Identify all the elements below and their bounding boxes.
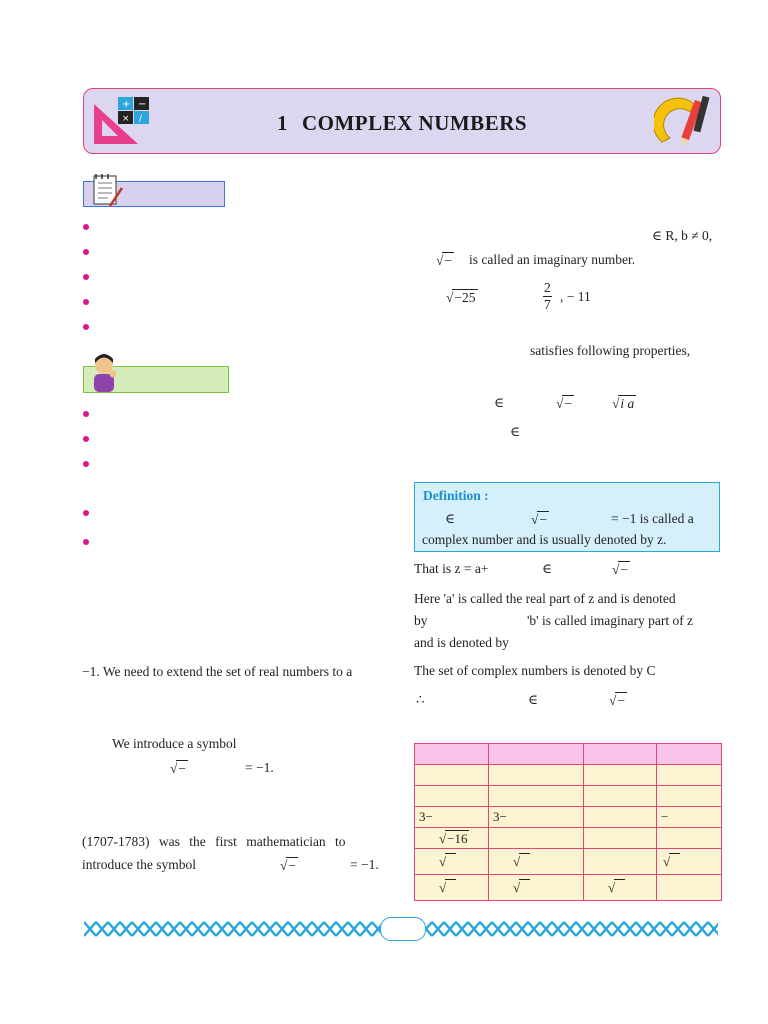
here-line-1: Here 'a' is called the real part of z and is denoted: [414, 591, 676, 606]
def-equals: = −1 is called a: [611, 511, 694, 526]
that-element-of: ∈: [542, 561, 552, 576]
page-number-pill: [380, 917, 426, 941]
intro-sqrt: √−: [170, 761, 187, 776]
fraction-2-7: 2 7: [544, 280, 551, 313]
bullet: [83, 274, 89, 280]
here-line-3: and is denoted by: [414, 635, 509, 650]
therefore-symbol: ∴: [416, 692, 425, 707]
sqrt-minus-b: √−: [556, 396, 573, 411]
imag-sqrt: √−: [436, 253, 453, 268]
bullet: [83, 224, 89, 230]
sqrt-minus-25: √−25: [446, 290, 476, 305]
satisfies-line: satisfies following properties,: [530, 343, 691, 358]
svg-text:/: /: [139, 114, 143, 124]
definition-title: Definition :: [423, 488, 489, 503]
there-element-of: ∈: [528, 692, 538, 707]
svg-text:−: −: [138, 99, 147, 110]
here-line-2a: by: [414, 613, 428, 628]
set-square-calculator-icon: [90, 94, 154, 148]
table-row: [415, 786, 722, 807]
bullet: [83, 539, 89, 545]
bullet: [83, 324, 89, 330]
euler-eq: = −1.: [350, 857, 379, 872]
intro-eq: = −1.: [245, 760, 274, 775]
table-row: 3− 3− −: [415, 807, 722, 828]
set-line: The set of complex numbers is denoted by C: [414, 663, 656, 678]
euler-line-1: (1707-1783) was the first mathematician to: [82, 834, 346, 849]
minus-11: , − 11: [560, 289, 591, 304]
chapter-banner: [83, 88, 721, 154]
examples-table: [414, 743, 722, 901]
table-row: √−16: [415, 828, 722, 849]
notepad-icon: [88, 170, 124, 210]
there-sqrt: √−: [609, 693, 626, 708]
def-element-of: ∈: [445, 511, 455, 526]
extend-line: −1. We need to extend the set of real numbers to a: [82, 664, 353, 679]
here-line-2b: 'b' is called imaginary part of z: [527, 613, 694, 628]
bullet: [83, 436, 89, 442]
bullet: [83, 249, 89, 255]
table-row: √ √ √: [415, 875, 722, 901]
table-row: [415, 765, 722, 786]
svg-text:+: +: [122, 99, 131, 110]
def-line-2: complex number and is usually denoted by z.: [422, 532, 667, 547]
definition-box: [414, 482, 720, 552]
bullet: [83, 510, 89, 516]
euler-line-2: introduce the symbol: [82, 857, 196, 872]
sqrt-i-a: √i a: [612, 396, 635, 411]
thinking-student-icon: [88, 352, 122, 394]
imaginary-number-line: is called an imaginary number.: [469, 252, 636, 267]
element-of-2: ∈: [510, 424, 520, 439]
table-header-row: [415, 744, 722, 765]
protractor-pencil-icon: [654, 92, 716, 150]
euler-sqrt: √−: [280, 858, 297, 873]
bullet: [83, 461, 89, 467]
introduce-line: We introduce a symbol: [112, 736, 237, 751]
chapter-title: 1 COMPLEX NUMBERS: [276, 111, 528, 135]
def-sqrt: √−: [531, 512, 548, 527]
element-of: ∈: [494, 395, 504, 410]
that-sqrt: √−: [612, 562, 629, 577]
that-is-line: That is z = a+: [414, 561, 489, 576]
real-b-line: ∈ R, b ≠ 0,: [652, 228, 713, 243]
bullet: [83, 299, 89, 305]
svg-text:×: ×: [122, 114, 130, 124]
table-row: √ √ √: [415, 849, 722, 875]
bullet: [83, 411, 89, 417]
